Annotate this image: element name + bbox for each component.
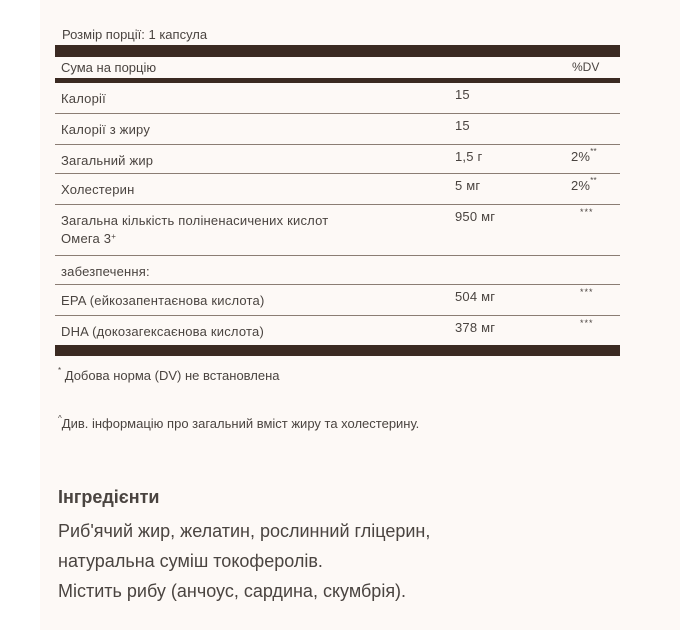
ingredients-line: Містить рибу (анчоус, сардина, скумбрія).: [58, 581, 407, 601]
table-row: [55, 285, 620, 316]
nutrient-amount: 378 мг: [455, 320, 496, 335]
nutrient-name: Холестерин: [61, 182, 135, 197]
ingredients-line: Риб'ячий жир, желатин, рослинний гліцерин,: [58, 521, 431, 541]
nutrient-name: DHA (докозагексаєнова кислота): [61, 324, 264, 339]
footnote-fat: ^Див. інформацію про загальний вміст жиру та холестерину.: [58, 414, 420, 431]
ingredients-text: [58, 516, 598, 606]
nutrient-dv: 2%**: [571, 147, 597, 164]
footnote-dv: * Добова норма (DV) не встановлена: [58, 366, 280, 383]
nutrient-name: Загальна кількість поліненасичених кислот Омега 3+: [61, 213, 329, 246]
nutrient-name: EPA (ейкозапентаєнова кислота): [61, 293, 265, 308]
table-row: [55, 145, 620, 174]
nutrient-amount: 15: [455, 87, 470, 102]
nutrient-name: Загальний жир: [61, 153, 154, 168]
nutrient-amount: 1,5 г: [455, 149, 483, 164]
nutrient-dv: ***: [580, 318, 594, 328]
table-row: [55, 114, 620, 145]
nutrient-dv: ***: [580, 287, 594, 297]
table-row: [55, 316, 620, 345]
table-top-bar: [55, 45, 620, 57]
nutrient-amount: 504 мг: [455, 289, 496, 304]
nutrient-dv: 2%**: [571, 176, 597, 193]
table-row: [55, 174, 620, 205]
nutrient-dv: ***: [580, 207, 594, 217]
header-dv-label: %DV: [572, 60, 600, 74]
serving-size: Розмір порції: 1 капсула: [62, 27, 208, 42]
nutrient-amount: 950 мг: [455, 209, 496, 224]
nutrient-name: забезпечення:: [61, 264, 150, 279]
nutrient-name: Калорії з жиру: [61, 122, 151, 137]
table-header: [55, 57, 620, 83]
ingredients-line: натуральна суміш токоферолів.: [58, 551, 323, 571]
table-row: [55, 83, 620, 114]
nutrient-amount: 15: [455, 118, 470, 133]
table-row: [55, 205, 620, 256]
header-amount-label: Сума на порцію: [61, 60, 157, 75]
table-row: [55, 256, 620, 285]
table-bottom-bar: [55, 345, 620, 356]
nutrient-amount: 5 мг: [455, 178, 481, 193]
ingredients-title: Інгредієнти: [58, 487, 160, 507]
nutrient-name: Калорії: [61, 91, 106, 106]
